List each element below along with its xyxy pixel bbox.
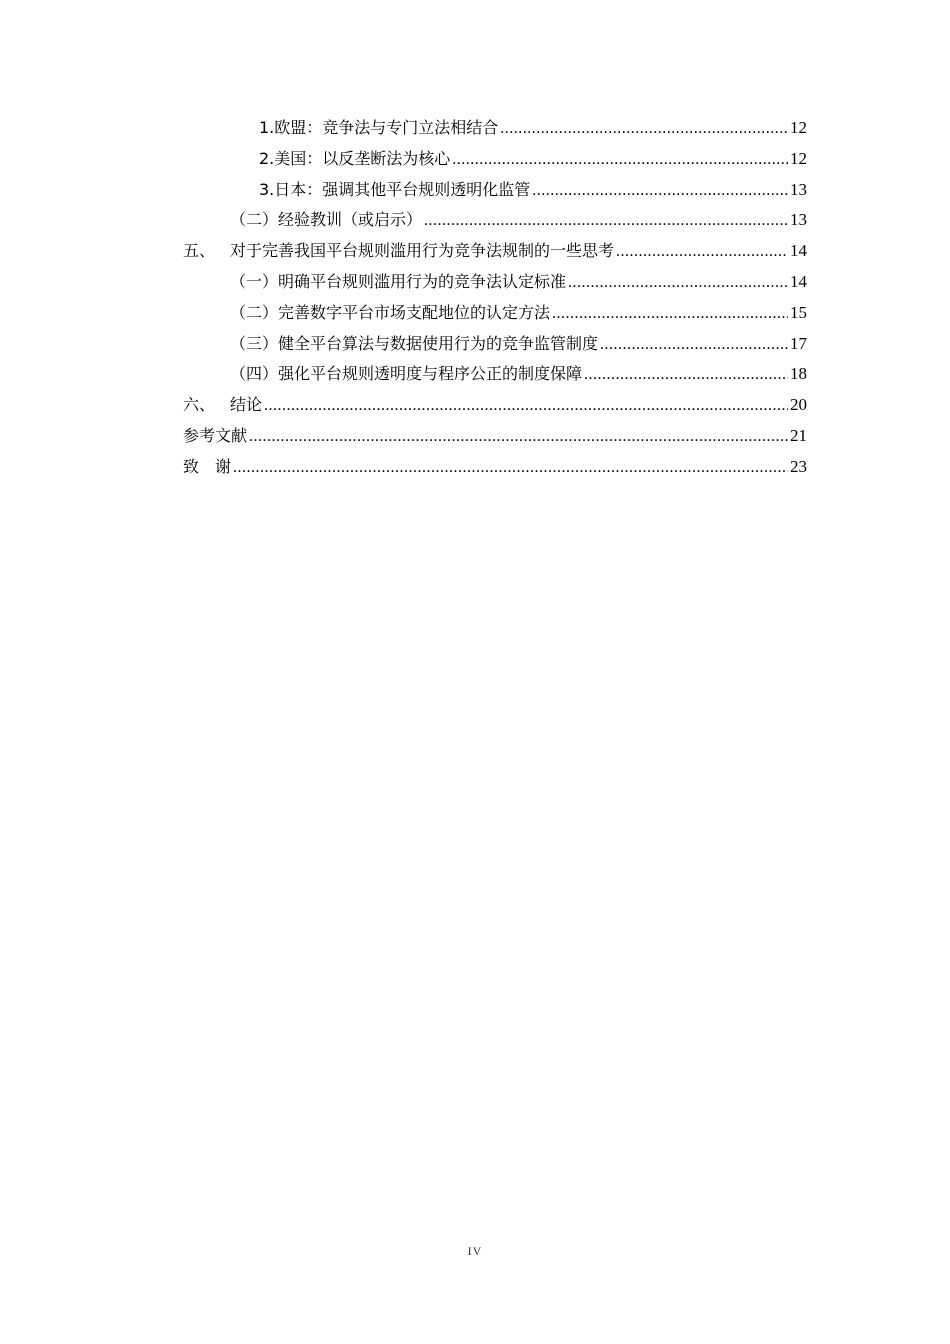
toc-entry-page: 14: [790, 241, 807, 261]
toc-entry-number: 五、: [183, 241, 216, 261]
toc-entry-page: 21: [790, 425, 807, 445]
toc-entry-standards[interactable]: [183, 267, 807, 298]
toc-entry-page: 13: [790, 210, 807, 230]
dot-leader: [600, 330, 788, 361]
dot-leader: [452, 145, 788, 176]
toc-entry-dominance[interactable]: [183, 298, 807, 329]
toc-entry-title: 强化平台规则透明度与程序公正的制度保障: [278, 364, 583, 384]
toc-entry-page: 14: [790, 271, 807, 291]
toc-entry-title: 结论: [230, 395, 263, 415]
dot-leader: [500, 114, 788, 145]
toc-entry-number: （一）: [230, 271, 279, 291]
dot-leader: [584, 360, 788, 391]
toc-entry-number: 3.: [259, 179, 275, 199]
toc-entry-number: 六、: [183, 395, 216, 415]
dot-leader: [249, 422, 788, 453]
toc-entry-algorithm[interactable]: [183, 329, 807, 360]
toc-entry-number: （三）: [230, 333, 279, 353]
toc-entry-number: 1.: [259, 118, 275, 137]
dot-leader: [424, 206, 788, 237]
toc-entry-page: 17: [790, 333, 807, 353]
toc-entry-conclusion[interactable]: [183, 390, 807, 421]
toc-entry-page: 15: [790, 302, 807, 322]
dot-leader: [568, 268, 788, 299]
toc-entry-acknowledgements[interactable]: [183, 452, 807, 483]
toc-entry-title: 经验教训（或启示）: [278, 210, 423, 230]
toc-entry-page: 13: [790, 179, 807, 199]
toc-entry-page: 20: [790, 395, 807, 415]
dot-leader: [264, 391, 788, 422]
toc-entry-title: 参考文献: [183, 425, 248, 445]
toc-entry-number: 2.: [259, 148, 275, 168]
page-number: IV: [467, 1244, 483, 1258]
toc-entry-title: 欧盟：竞争法与专门立法相结合: [274, 118, 499, 137]
toc-entry-references[interactable]: [183, 421, 807, 452]
toc-entry-title: 完善数字平台市场支配地位的认定方法: [278, 302, 551, 322]
table-of-contents: [183, 113, 807, 483]
toc-entry-title: 对于完善我国平台规则滥用行为竞争法规制的一些思考: [230, 241, 615, 261]
dot-leader: [532, 176, 788, 207]
toc-entry-title: 美国：以反垄断法为核心: [274, 148, 451, 168]
toc-entry-chapter-five[interactable]: [183, 236, 807, 267]
toc-entry-number: （二）: [230, 302, 279, 322]
toc-entry-page: 18: [790, 364, 807, 384]
toc-entry-eu[interactable]: [183, 113, 807, 144]
toc-entry-page: 12: [790, 118, 807, 137]
toc-entry-page: 23: [790, 456, 807, 476]
dot-leader: [616, 237, 788, 268]
toc-entry-title: 致 谢: [183, 456, 232, 476]
toc-entry-title: 日本：强调其他平台规则透明化监管: [274, 179, 531, 199]
dot-leader: [552, 299, 788, 330]
toc-entry-page: 12: [790, 148, 807, 168]
toc-entry-usa[interactable]: [183, 144, 807, 175]
toc-entry-title: 明确平台规则滥用行为的竞争法认定标准: [278, 271, 567, 291]
toc-entry-lessons[interactable]: [183, 205, 807, 236]
toc-entry-transparency[interactable]: [183, 359, 807, 390]
toc-entry-title: 健全平台算法与数据使用行为的竞争监管制度: [278, 333, 599, 353]
toc-entry-number: （四）: [230, 364, 279, 384]
toc-entry-japan[interactable]: [183, 175, 807, 206]
toc-entry-number: （二）: [230, 210, 279, 230]
dot-leader: [233, 453, 788, 484]
